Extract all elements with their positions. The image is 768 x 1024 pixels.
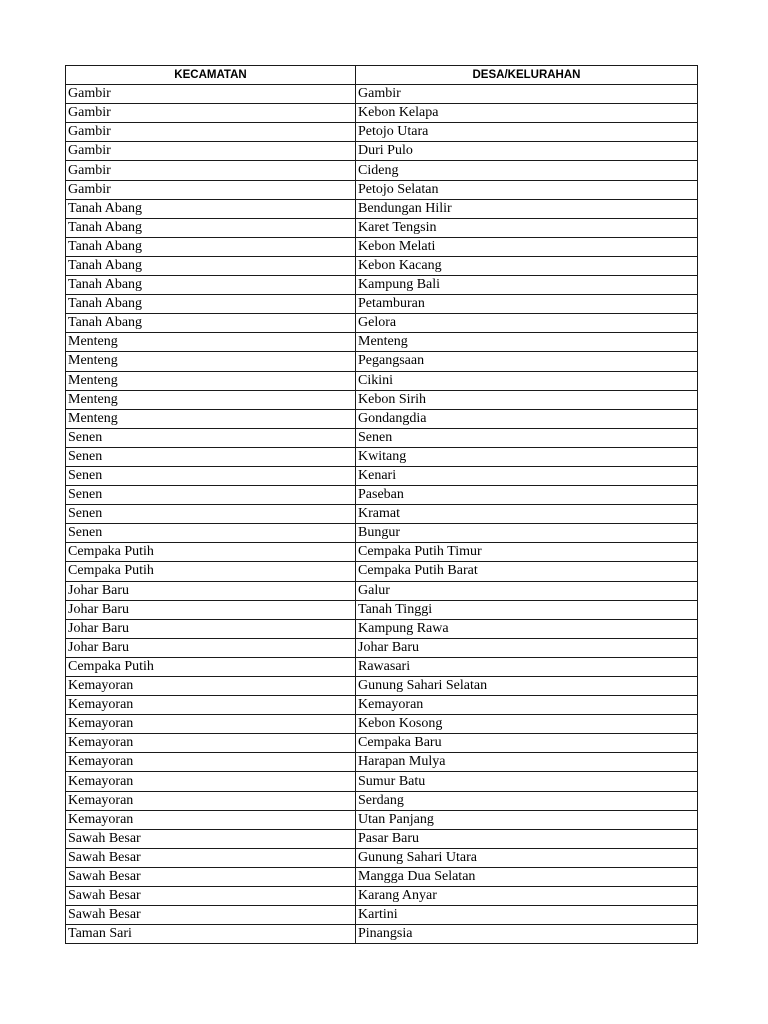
kecamatan-cell: Senen [66,466,356,485]
desa-kelurahan-cell: Karet Tengsin [356,218,698,237]
kecamatan-cell: Gambir [66,161,356,180]
desa-kelurahan-cell: Cikini [356,371,698,390]
desa-kelurahan-cell: Pegangsaan [356,352,698,371]
kecamatan-cell: Sawah Besar [66,867,356,886]
table-row [66,505,698,524]
kecamatan-cell: Sawah Besar [66,829,356,848]
kecamatan-cell: Johar Baru [66,600,356,619]
desa-kelurahan-cell: Galur [356,581,698,600]
table-row [66,180,698,199]
kecamatan-cell: Gambir [66,123,356,142]
desa-kelurahan-cell: Petojo Selatan [356,180,698,199]
kecamatan-cell: Menteng [66,390,356,409]
desa-kelurahan-cell: Cideng [356,161,698,180]
desa-kelurahan-cell: Kebon Sirih [356,390,698,409]
desa-kelurahan-cell: Gunung Sahari Utara [356,848,698,867]
desa-kelurahan-cell: Kebon Melati [356,237,698,256]
table-row [66,276,698,295]
kecamatan-cell: Kemayoran [66,734,356,753]
kecamatan-cell: Tanah Abang [66,256,356,275]
table-row [66,486,698,505]
desa-kelurahan-cell: Kramat [356,505,698,524]
desa-kelurahan-cell: Kwitang [356,447,698,466]
desa-kelurahan-cell: Utan Panjang [356,810,698,829]
table-row [66,581,698,600]
kecamatan-cell: Senen [66,505,356,524]
kecamatan-cell: Menteng [66,333,356,352]
desa-kelurahan-cell: Cempaka Putih Timur [356,543,698,562]
table-row [66,906,698,925]
table-row [66,562,698,581]
table-row [66,256,698,275]
kecamatan-cell: Tanah Abang [66,199,356,218]
table-row [66,810,698,829]
table-row [66,887,698,906]
kecamatan-cell: Kemayoran [66,772,356,791]
kecamatan-cell: Gambir [66,104,356,123]
desa-kelurahan-cell: Rawasari [356,657,698,676]
table-row [66,734,698,753]
header-kecamatan: KECAMATAN [66,66,356,85]
desa-kelurahan-cell: Menteng [356,333,698,352]
kecamatan-cell: Senen [66,486,356,505]
kecamatan-cell: Menteng [66,371,356,390]
desa-kelurahan-cell: Gelora [356,314,698,333]
kecamatan-cell: Tanah Abang [66,314,356,333]
desa-kelurahan-cell: Petojo Utara [356,123,698,142]
kecamatan-cell: Kemayoran [66,810,356,829]
desa-kelurahan-cell: Duri Pulo [356,142,698,161]
desa-kelurahan-cell: Harapan Mulya [356,753,698,772]
table-row [66,85,698,104]
kecamatan-cell: Menteng [66,352,356,371]
kecamatan-cell: Sawah Besar [66,848,356,867]
desa-kelurahan-cell: Kebon Kosong [356,715,698,734]
desa-kelurahan-cell: Kartini [356,906,698,925]
kecamatan-cell: Johar Baru [66,619,356,638]
desa-kelurahan-cell: Gondangdia [356,409,698,428]
desa-kelurahan-cell: Kebon Kelapa [356,104,698,123]
kecamatan-cell: Senen [66,447,356,466]
desa-kelurahan-cell: Pinangsia [356,925,698,944]
kecamatan-cell: Cempaka Putih [66,657,356,676]
desa-kelurahan-cell: Kebon Kacang [356,256,698,275]
table-row [66,848,698,867]
table-row [66,218,698,237]
table-row [66,104,698,123]
table-row [66,409,698,428]
table-row [66,867,698,886]
table-row [66,753,698,772]
table-row [66,390,698,409]
table-row [66,123,698,142]
table-row [66,428,698,447]
kecamatan-cell: Tanah Abang [66,237,356,256]
desa-kelurahan-cell: Tanah Tinggi [356,600,698,619]
kecamatan-cell: Gambir [66,180,356,199]
table-row [66,333,698,352]
desa-kelurahan-cell: Kenari [356,466,698,485]
kecamatan-cell: Cempaka Putih [66,543,356,562]
desa-kelurahan-cell: Bendungan Hilir [356,199,698,218]
kecamatan-cell: Kemayoran [66,677,356,696]
kecamatan-cell: Cempaka Putih [66,562,356,581]
header-desa-kelurahan: DESA/KELURAHAN [356,66,698,85]
kecamatan-cell: Sawah Besar [66,887,356,906]
kecamatan-cell: Kemayoran [66,696,356,715]
desa-kelurahan-cell: Petamburan [356,295,698,314]
kecamatan-cell: Menteng [66,409,356,428]
desa-kelurahan-cell: Mangga Dua Selatan [356,867,698,886]
table-row [66,161,698,180]
table-row [66,524,698,543]
header-row [66,66,698,85]
table-row [66,925,698,944]
desa-kelurahan-cell: Karang Anyar [356,887,698,906]
desa-kelurahan-cell: Pasar Baru [356,829,698,848]
kecamatan-cell: Sawah Besar [66,906,356,925]
kecamatan-cell: Tanah Abang [66,276,356,295]
desa-kelurahan-cell: Cempaka Baru [356,734,698,753]
kecamatan-kelurahan-table [65,65,698,944]
kecamatan-cell: Johar Baru [66,581,356,600]
desa-kelurahan-cell: Gambir [356,85,698,104]
desa-kelurahan-cell: Cempaka Putih Barat [356,562,698,581]
table-row [66,466,698,485]
table-row [66,371,698,390]
kecamatan-cell: Tanah Abang [66,295,356,314]
kecamatan-cell: Kemayoran [66,753,356,772]
table-row [66,314,698,333]
kecamatan-cell: Senen [66,428,356,447]
kecamatan-cell: Senen [66,524,356,543]
table-row [66,295,698,314]
desa-kelurahan-cell: Bungur [356,524,698,543]
desa-kelurahan-cell: Kampung Bali [356,276,698,295]
table-row [66,677,698,696]
desa-kelurahan-cell: Paseban [356,486,698,505]
kecamatan-cell: Kemayoran [66,715,356,734]
table-row [66,543,698,562]
kecamatan-cell: Kemayoran [66,791,356,810]
kecamatan-cell: Gambir [66,85,356,104]
desa-kelurahan-cell: Serdang [356,791,698,810]
table-row [66,772,698,791]
desa-kelurahan-cell: Gunung Sahari Selatan [356,677,698,696]
table-row [66,791,698,810]
table-row [66,657,698,676]
kecamatan-cell: Johar Baru [66,638,356,657]
table-body [66,85,698,944]
table-row [66,696,698,715]
kecamatan-cell: Tanah Abang [66,218,356,237]
table-row [66,447,698,466]
table-row [66,142,698,161]
desa-kelurahan-cell: Johar Baru [356,638,698,657]
table-row [66,619,698,638]
table-row [66,237,698,256]
desa-kelurahan-cell: Kemayoran [356,696,698,715]
desa-kelurahan-cell: Kampung Rawa [356,619,698,638]
desa-kelurahan-cell: Sumur Batu [356,772,698,791]
kecamatan-cell: Taman Sari [66,925,356,944]
kecamatan-cell: Gambir [66,142,356,161]
table-row [66,600,698,619]
table-row [66,199,698,218]
table-row [66,829,698,848]
table-row [66,352,698,371]
table-row [66,638,698,657]
table-row [66,715,698,734]
desa-kelurahan-cell: Senen [356,428,698,447]
